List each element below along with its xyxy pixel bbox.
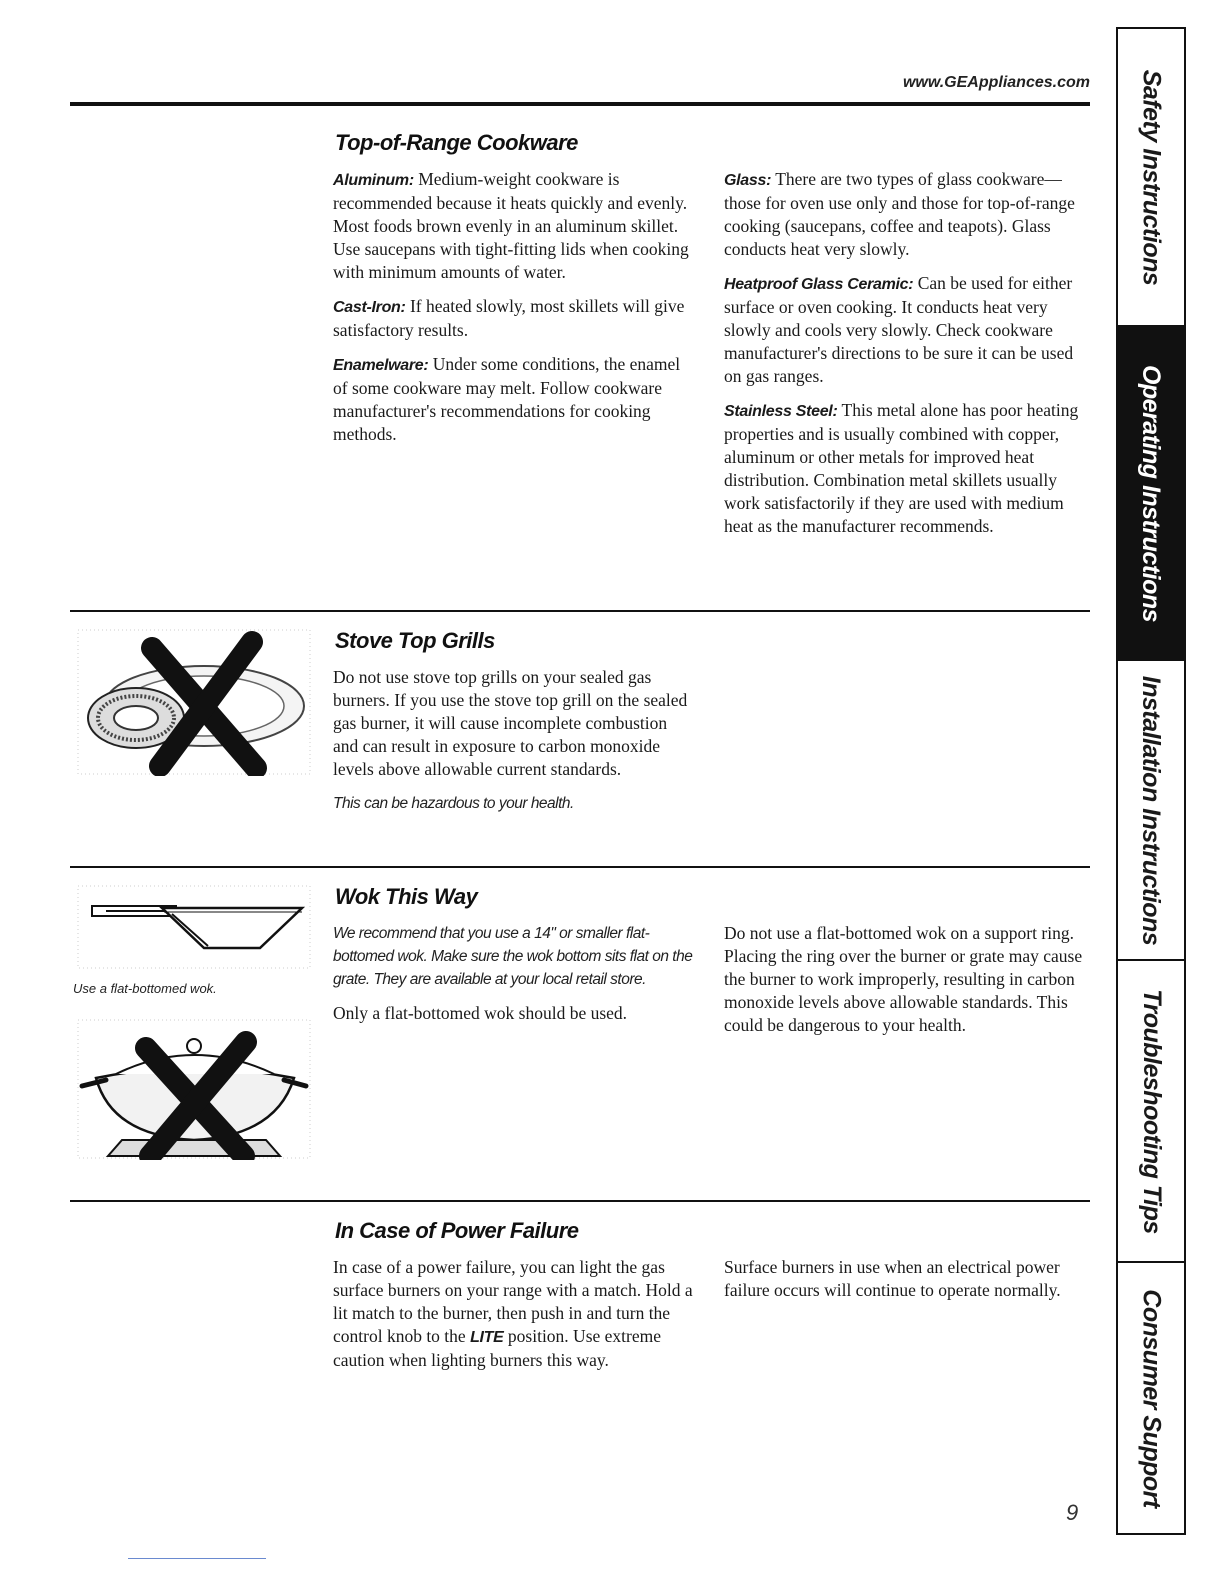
header-rule xyxy=(70,102,1090,106)
tab-label: Safety Instructions xyxy=(1137,69,1166,285)
wok-right-column xyxy=(724,922,1090,1048)
wok-left-column xyxy=(333,922,693,1036)
tab-safety-instructions[interactable] xyxy=(1118,29,1184,327)
wok-caption: Use a flat-bottomed wok. xyxy=(73,981,217,996)
ceramic-term: Heatproof Glass Ceramic: xyxy=(724,276,914,293)
tab-troubleshooting-tips[interactable] xyxy=(1118,961,1184,1263)
glass-text: There are two types of glass cookware—those for oven use only and those for top-of-range cooking (saucepans, coffee and teapots). Glass conducts heat very slowly. xyxy=(724,169,1075,259)
steel-term: Stainless Steel: xyxy=(724,403,838,420)
aluminum-text: Medium-weight cookware is recommended because it heats quickly and evenly. Most foods brown evenly in an aluminum skillet. Use saucepans with tight-fitting lids when cooking with minimum amounts of water. xyxy=(333,169,689,282)
ceramic-paragraph xyxy=(724,272,1090,388)
steel-text: This metal alone has poor heating properties and is usually combined with copper, aluminum or other metals for improved heat distribution. Combination metal skillets usually work satisfactorily if they are used with medium heat as the manufacturer recommends. xyxy=(724,400,1079,536)
section-divider-2 xyxy=(70,866,1090,868)
enamel-term: Enamelware: xyxy=(333,357,429,374)
glass-term: Glass: xyxy=(724,172,772,189)
power-left-column xyxy=(333,1256,698,1383)
tab-label: Troubleshooting Tips xyxy=(1137,988,1166,1234)
tab-label: Consumer Support xyxy=(1137,1288,1166,1508)
flat-bottom-wok-icon xyxy=(76,884,312,970)
castiron-paragraph xyxy=(333,295,698,342)
footer-link-underline xyxy=(128,1558,266,1559)
wok-body2: Do not use a flat-bottomed wok on a support ring. Placing the ring over the burner or grate may cause the burner to work improperly, resulting in carbon monoxide levels above allowable standards. This could be dangerous to your health. xyxy=(724,923,1083,1035)
grills-title: Stove Top Grills xyxy=(335,628,495,653)
grills-body: Do not use stove top grills on your sealed gas burners. If you use the stove top grill on the sealed gas burner, it will cause incomplete combustion and can result in exposure to carbon monoxide levels above allowable current standards. xyxy=(333,667,688,779)
tab-operating-instructions[interactable] xyxy=(1118,327,1184,661)
glass-paragraph xyxy=(724,168,1090,261)
grills-note: This can be hazardous to your health. xyxy=(333,795,574,812)
tab-label: Installation Instructions xyxy=(1137,675,1166,945)
ceramic-text: Can be used for either surface or oven cooking. It conducts heat very slowly and cools very slowly. Check cookware manufacturer's directions to be sure it can be used on gas ranges. xyxy=(724,273,1074,386)
enamel-paragraph xyxy=(333,353,698,446)
section-divider-1 xyxy=(70,610,1090,612)
side-tab-strip xyxy=(1116,27,1186,1535)
page-number: 9 xyxy=(1066,1500,1079,1525)
section-divider-3 xyxy=(70,1200,1090,1202)
wok-note: We recommend that you use a 14" or smaller flat-bottomed wok. Make sure the wok bottom sits flat on the grate. They are available at your local retail store. xyxy=(333,925,693,988)
stove-top-grill-crossed-icon xyxy=(76,628,312,776)
power-title: In Case of Power Failure xyxy=(335,1218,579,1243)
power-right-column xyxy=(724,1256,1090,1313)
wok-title: Wok This Way xyxy=(335,884,478,909)
aluminum-paragraph xyxy=(333,168,698,284)
steel-paragraph xyxy=(724,399,1090,538)
tab-label: Operating Instructions xyxy=(1137,364,1166,622)
tab-installation-instructions[interactable] xyxy=(1118,661,1184,961)
aluminum-term: Aluminum: xyxy=(333,172,414,189)
castiron-text: If heated slowly, most skillets will give satisfactory results. xyxy=(333,296,685,340)
grills-column xyxy=(333,666,693,826)
power-body-post: position. Use extreme caution when lighting burners this way. xyxy=(333,1326,661,1370)
round-wok-on-ring-crossed-icon xyxy=(76,1018,312,1160)
wok-body: Only a flat-bottomed wok should be used. xyxy=(333,1003,628,1023)
site-url: www.GEAppliances.com xyxy=(902,74,1090,91)
castiron-term: Cast-Iron: xyxy=(333,299,406,316)
cookware-left-column xyxy=(333,168,698,457)
enamel-text: Under some conditions, the enamel of some cookware may melt. Follow cookware manufacturer's recommendations for cooking methods. xyxy=(333,354,681,444)
lite-term: LITE xyxy=(470,1329,504,1346)
cookware-right-column xyxy=(724,168,1090,549)
tab-consumer-support[interactable] xyxy=(1118,1263,1184,1533)
power-body-pre: In case of a power failure, you can light the gas surface burners on your range with a match. Hold a lit match to the burner, then push in and turn the control knob to the xyxy=(333,1257,693,1346)
cookware-title: Top-of-Range Cookware xyxy=(335,130,578,155)
power-body xyxy=(333,1256,698,1372)
power-body2: Surface burners in use when an electrical power failure occurs will continue to operate normally. xyxy=(724,1257,1061,1300)
